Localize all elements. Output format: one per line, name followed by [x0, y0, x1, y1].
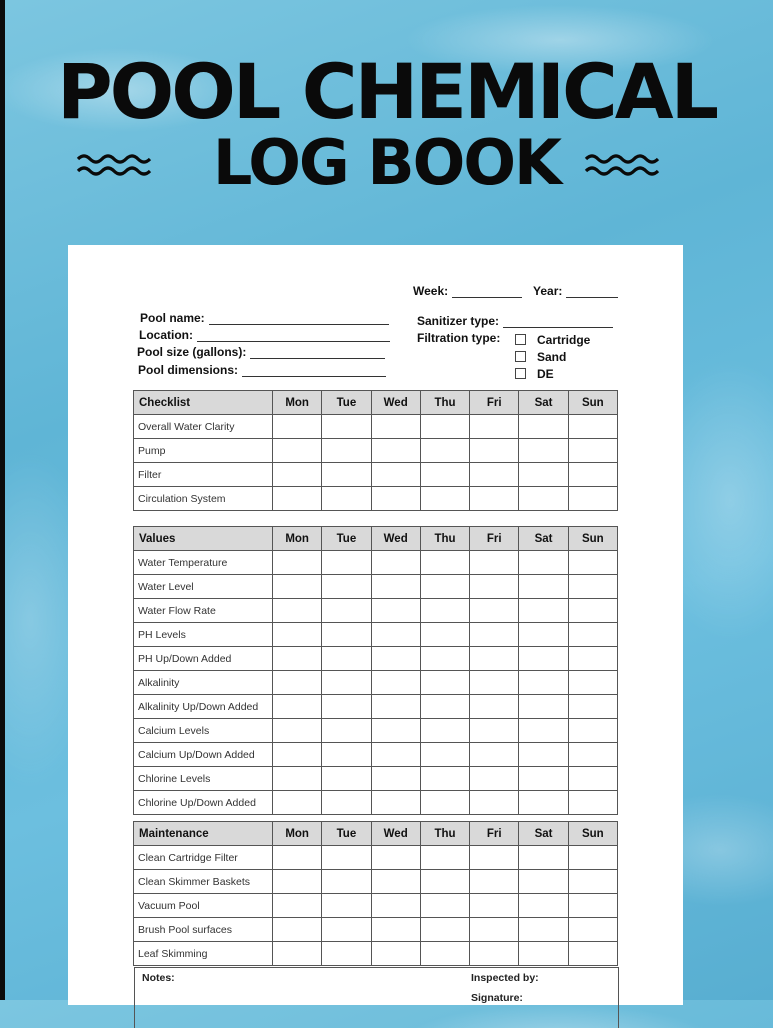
location-field[interactable]: [139, 328, 390, 342]
checkbox[interactable]: [515, 368, 526, 379]
column-header-fri: Fri: [470, 822, 519, 846]
table-row: [134, 870, 618, 894]
cell[interactable]: [470, 575, 519, 599]
cell[interactable]: [371, 791, 420, 815]
cell[interactable]: [568, 846, 617, 870]
week-field[interactable]: [413, 284, 522, 298]
cell[interactable]: [322, 439, 371, 463]
column-header-fri: Fri: [470, 391, 519, 415]
wave-lines-icon: [76, 150, 156, 178]
cell[interactable]: [568, 791, 617, 815]
cell[interactable]: [322, 942, 371, 966]
cell[interactable]: [519, 894, 568, 918]
column-header-tue: Tue: [322, 391, 371, 415]
cell[interactable]: [273, 463, 322, 487]
cell[interactable]: [420, 870, 469, 894]
cell[interactable]: [470, 870, 519, 894]
cell[interactable]: [273, 551, 322, 575]
pool-name-label: Pool name:: [140, 311, 205, 325]
cell[interactable]: [568, 671, 617, 695]
cell[interactable]: [371, 415, 420, 439]
cell[interactable]: [420, 767, 469, 791]
cell[interactable]: [322, 791, 371, 815]
row-label: Alkalinity Up/Down Added: [134, 695, 273, 719]
cell[interactable]: [273, 439, 322, 463]
cell[interactable]: [273, 671, 322, 695]
year-label: Year:: [533, 284, 563, 298]
column-header-wed: Wed: [371, 527, 420, 551]
cell[interactable]: [470, 942, 519, 966]
column-header-fri: Fri: [470, 527, 519, 551]
table-header-row: [134, 822, 618, 846]
table-row: [134, 575, 618, 599]
cell[interactable]: [568, 551, 617, 575]
cell[interactable]: [322, 671, 371, 695]
cell[interactable]: [519, 870, 568, 894]
table-row: [134, 695, 618, 719]
checklist-table: [133, 390, 618, 511]
cell[interactable]: [273, 719, 322, 743]
table-row: [134, 942, 618, 966]
cell[interactable]: [371, 671, 420, 695]
cell[interactable]: [568, 894, 617, 918]
row-label: Clean Cartridge Filter: [134, 846, 273, 870]
log-sheet: [68, 245, 683, 1005]
table-row: [134, 846, 618, 870]
column-header-thu: Thu: [420, 391, 469, 415]
cell[interactable]: [322, 487, 371, 511]
cell[interactable]: [568, 463, 617, 487]
cell[interactable]: [568, 599, 617, 623]
cell[interactable]: [273, 791, 322, 815]
cell[interactable]: [420, 487, 469, 511]
cell[interactable]: [322, 599, 371, 623]
pool-name-field[interactable]: [140, 311, 389, 325]
column-header-thu: Thu: [420, 822, 469, 846]
row-label: Alkalinity: [134, 671, 273, 695]
cell[interactable]: [420, 623, 469, 647]
table-row: [134, 415, 618, 439]
sanitizer-type-label: Sanitizer type:: [417, 314, 500, 328]
table-row: [134, 623, 618, 647]
cell[interactable]: [420, 671, 469, 695]
column-header-wed: Wed: [371, 822, 420, 846]
cell[interactable]: [322, 767, 371, 791]
cell[interactable]: [273, 599, 322, 623]
table-row: [134, 671, 618, 695]
filtration-option-de[interactable]: DE: [515, 367, 554, 381]
row-label: Pump: [134, 439, 273, 463]
cell[interactable]: [568, 439, 617, 463]
cell[interactable]: [371, 719, 420, 743]
column-header-sat: Sat: [519, 822, 568, 846]
cell[interactable]: [568, 415, 617, 439]
cell[interactable]: [371, 767, 420, 791]
row-label: Chlorine Up/Down Added: [134, 791, 273, 815]
cell[interactable]: [371, 439, 420, 463]
row-label: Chlorine Levels: [134, 767, 273, 791]
wave-lines-icon: [584, 150, 664, 178]
cell[interactable]: [371, 623, 420, 647]
row-label: Leaf Skimming: [134, 942, 273, 966]
table-row: [134, 791, 618, 815]
cell[interactable]: [273, 415, 322, 439]
table-row: [134, 439, 618, 463]
cell[interactable]: [420, 415, 469, 439]
cell[interactable]: [519, 487, 568, 511]
filtration-option-sand[interactable]: Sand: [515, 350, 566, 364]
cell[interactable]: [519, 743, 568, 767]
cell[interactable]: [568, 647, 617, 671]
cell[interactable]: [322, 415, 371, 439]
pool-size-label: Pool size (gallons):: [137, 345, 247, 359]
table-row: [134, 647, 618, 671]
cell[interactable]: [420, 647, 469, 671]
cell[interactable]: [322, 894, 371, 918]
cell[interactable]: [371, 575, 420, 599]
cell[interactable]: [470, 894, 519, 918]
cell[interactable]: [420, 439, 469, 463]
cell[interactable]: [519, 575, 568, 599]
cell[interactable]: [519, 463, 568, 487]
column-header-sat: Sat: [519, 527, 568, 551]
week-input-line[interactable]: [452, 286, 522, 298]
cell[interactable]: [420, 463, 469, 487]
year-field[interactable]: [533, 284, 618, 298]
cell[interactable]: [273, 767, 322, 791]
cell[interactable]: [322, 575, 371, 599]
cell[interactable]: [420, 695, 469, 719]
row-label: Filter: [134, 463, 273, 487]
cell[interactable]: [322, 846, 371, 870]
cell[interactable]: [371, 743, 420, 767]
column-header-sun: Sun: [568, 822, 617, 846]
cell[interactable]: [519, 767, 568, 791]
inspected-by-label: Inspected by:: [471, 972, 539, 984]
pool-size-field[interactable]: [137, 345, 385, 359]
cell[interactable]: [470, 415, 519, 439]
column-header-sun: Sun: [568, 391, 617, 415]
cell[interactable]: [470, 743, 519, 767]
cell[interactable]: [420, 894, 469, 918]
cell[interactable]: [568, 743, 617, 767]
column-header-thu: Thu: [420, 527, 469, 551]
checkbox[interactable]: [515, 351, 526, 362]
cell[interactable]: [322, 551, 371, 575]
column-header-mon: Mon: [273, 527, 322, 551]
table-row: [134, 894, 618, 918]
pool-dimensions-label: Pool dimensions:: [138, 363, 239, 377]
location-input-line[interactable]: [197, 330, 390, 342]
cell[interactable]: [519, 647, 568, 671]
cell[interactable]: [470, 551, 519, 575]
cell[interactable]: [371, 487, 420, 511]
year-input-line[interactable]: [566, 286, 618, 298]
cell[interactable]: [470, 918, 519, 942]
cell[interactable]: [322, 719, 371, 743]
cell[interactable]: [470, 647, 519, 671]
notes-box[interactable]: [134, 967, 619, 1028]
cell[interactable]: [420, 599, 469, 623]
row-label: Vacuum Pool: [134, 894, 273, 918]
row-label: Brush Pool surfaces: [134, 918, 273, 942]
cell[interactable]: [273, 894, 322, 918]
cell[interactable]: [371, 894, 420, 918]
cell[interactable]: [371, 647, 420, 671]
cell[interactable]: [273, 647, 322, 671]
column-header-checklist: Checklist: [134, 391, 273, 415]
cell[interactable]: [371, 918, 420, 942]
cell[interactable]: [322, 918, 371, 942]
cell[interactable]: [519, 846, 568, 870]
signature-label: Signature:: [471, 992, 523, 1004]
table-row: [134, 551, 618, 575]
row-label: Water Temperature: [134, 551, 273, 575]
cell[interactable]: [420, 846, 469, 870]
cell[interactable]: [420, 791, 469, 815]
cell[interactable]: [420, 918, 469, 942]
row-label: Calcium Levels: [134, 719, 273, 743]
cell[interactable]: [273, 743, 322, 767]
cell[interactable]: [519, 415, 568, 439]
table-header-row: [134, 391, 618, 415]
cell[interactable]: [322, 870, 371, 894]
cell[interactable]: [519, 695, 568, 719]
cell[interactable]: [568, 719, 617, 743]
cover-title-line1: POOL CHEMICAL: [56, 47, 717, 136]
column-header-wed: Wed: [371, 391, 420, 415]
cell[interactable]: [470, 671, 519, 695]
cell[interactable]: [371, 551, 420, 575]
cell[interactable]: [420, 942, 469, 966]
cell[interactable]: [371, 463, 420, 487]
cell[interactable]: [470, 623, 519, 647]
row-label: Circulation System: [134, 487, 273, 511]
cell[interactable]: [568, 695, 617, 719]
column-header-mon: Mon: [273, 822, 322, 846]
cell[interactable]: [568, 918, 617, 942]
notes-label: Notes:: [142, 972, 175, 984]
cell[interactable]: [273, 918, 322, 942]
pool-size-input-line[interactable]: [250, 347, 385, 359]
cover-title-line2: LOG BOOK: [212, 126, 561, 199]
table-row: [134, 767, 618, 791]
table-header-row: [134, 527, 618, 551]
column-header-sat: Sat: [519, 391, 568, 415]
maintenance-table: [133, 821, 618, 966]
cell[interactable]: [273, 575, 322, 599]
table-row: [134, 599, 618, 623]
row-label: PH Up/Down Added: [134, 647, 273, 671]
sanitizer-type-field[interactable]: [417, 314, 613, 328]
cell[interactable]: [568, 870, 617, 894]
cell[interactable]: [273, 487, 322, 511]
cell[interactable]: [568, 942, 617, 966]
cell[interactable]: [371, 846, 420, 870]
cell[interactable]: [470, 599, 519, 623]
cell[interactable]: [470, 719, 519, 743]
cell[interactable]: [273, 695, 322, 719]
cell[interactable]: [519, 439, 568, 463]
cell[interactable]: [568, 575, 617, 599]
cell[interactable]: [371, 942, 420, 966]
cell[interactable]: [322, 695, 371, 719]
week-label: Week:: [413, 284, 449, 298]
sanitizer-type-input-line[interactable]: [503, 316, 613, 328]
cell[interactable]: [470, 767, 519, 791]
cell[interactable]: [519, 599, 568, 623]
cell[interactable]: [371, 870, 420, 894]
cell[interactable]: [420, 719, 469, 743]
cell[interactable]: [420, 743, 469, 767]
column-header-mon: Mon: [273, 391, 322, 415]
pool-name-input-line[interactable]: [209, 313, 389, 325]
cell[interactable]: [519, 551, 568, 575]
column-header-sun: Sun: [568, 527, 617, 551]
cell[interactable]: [470, 846, 519, 870]
cell[interactable]: [519, 942, 568, 966]
cell[interactable]: [470, 791, 519, 815]
column-header-maintenance: Maintenance: [134, 822, 273, 846]
cell[interactable]: [322, 647, 371, 671]
cell[interactable]: [420, 551, 469, 575]
cell[interactable]: [273, 942, 322, 966]
cell[interactable]: [273, 846, 322, 870]
cell[interactable]: [420, 575, 469, 599]
column-header-tue: Tue: [322, 527, 371, 551]
cell[interactable]: [273, 870, 322, 894]
table-row: [134, 918, 618, 942]
cell[interactable]: [470, 463, 519, 487]
row-label: Overall Water Clarity: [134, 415, 273, 439]
cell[interactable]: [519, 791, 568, 815]
location-label: Location:: [139, 328, 193, 342]
cell[interactable]: [519, 719, 568, 743]
row-label: Water Flow Rate: [134, 599, 273, 623]
filtration-type-label: Filtration type:: [417, 331, 501, 345]
row-label: Water Level: [134, 575, 273, 599]
cell[interactable]: [470, 695, 519, 719]
cell[interactable]: [371, 695, 420, 719]
cell[interactable]: [519, 623, 568, 647]
cell[interactable]: [568, 767, 617, 791]
values-table: [133, 526, 618, 815]
cell[interactable]: [519, 671, 568, 695]
cell[interactable]: [322, 463, 371, 487]
checkbox[interactable]: [515, 334, 526, 345]
cell[interactable]: [470, 439, 519, 463]
table-row: [134, 743, 618, 767]
filtration-option-cartridge[interactable]: Cartridge: [515, 333, 590, 347]
pool-dimensions-field[interactable]: [138, 363, 386, 377]
table-row: [134, 463, 618, 487]
cell[interactable]: [322, 623, 371, 647]
cell[interactable]: [519, 918, 568, 942]
cell[interactable]: [322, 743, 371, 767]
table-row: [134, 487, 618, 511]
row-label: Calcium Up/Down Added: [134, 743, 273, 767]
pool-dimensions-input-line[interactable]: [242, 365, 386, 377]
cell[interactable]: [273, 623, 322, 647]
row-label: PH Levels: [134, 623, 273, 647]
cell[interactable]: [568, 623, 617, 647]
column-header-tue: Tue: [322, 822, 371, 846]
cell[interactable]: [568, 487, 617, 511]
column-header-values: Values: [134, 527, 273, 551]
cell[interactable]: [371, 599, 420, 623]
cell[interactable]: [470, 487, 519, 511]
row-label: Clean Skimmer Baskets: [134, 870, 273, 894]
table-row: [134, 719, 618, 743]
